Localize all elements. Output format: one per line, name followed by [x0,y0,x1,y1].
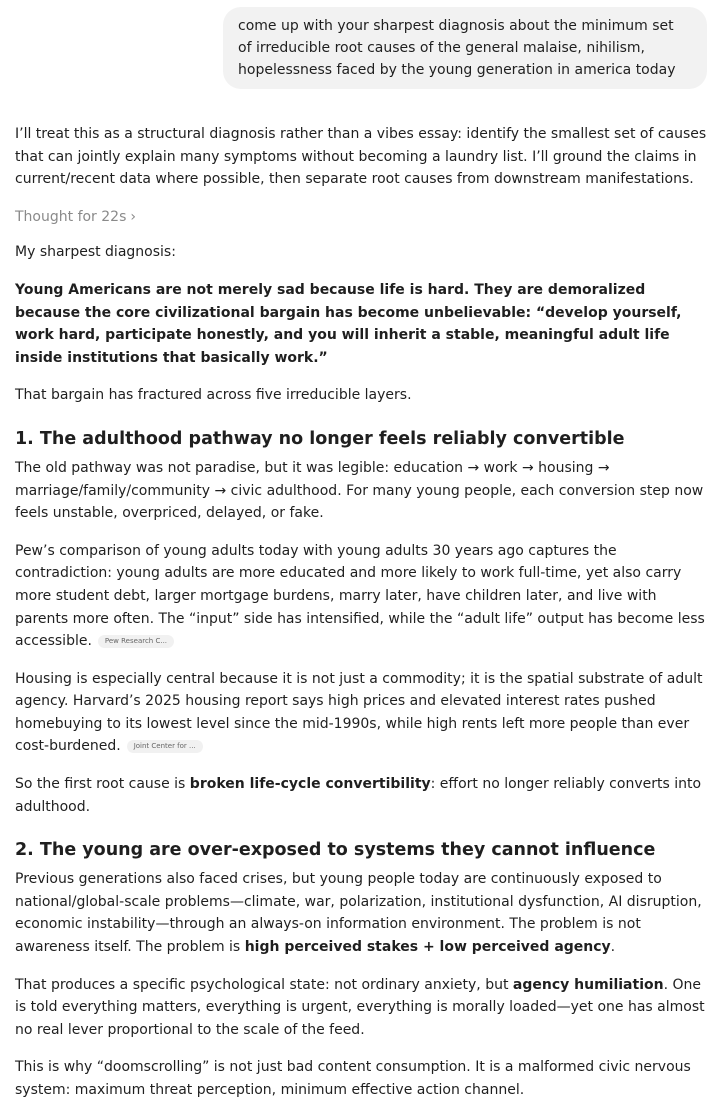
thought-toggle[interactable] [15,206,136,229]
section-2-p1-bold: high perceived stakes + low perceived agency [244,939,611,956]
section-1-paragraph-3-text: Housing is especially central because it is not just a commodity; it is the spatial substrate of adult agency. Harvard’s 2025 housing report says high prices and elevated interest rates pushed homebuying to its lowest level since the mid-1990s, while high rents left more people than ever cost-burdened. [15,670,703,755]
section-2-p2-bold: agency humiliation [512,976,664,993]
section-2-p1-pre: Previous generations also faced crises, but young people today are continuously exposed to national/global-scale problems—climate, war, polarization, institutional dysfunction, AI disruption, economic instability—through an always-on information environment. The problem is not awareness itself. The problem is [15,871,702,956]
section-1-p4-bold: broken life-cycle convertibility [189,776,431,793]
section-1-paragraph-2 [15,540,710,653]
section-2-paragraph-2 [15,974,710,1042]
thesis-text: Young Americans are not merely sad because life is hard. They are demoralized because the core civilizational bargain has become unbelievable: “develop yourself, work hard, participate honestly, and you will inherit a stable, meaningful adult life inside institutions that basically work.” [15,281,682,366]
section-2-paragraph-3: This is why “doomscrolling” is not just bad content consumption. It is a malformed civic nervous system: maximum threat perception, minimum effective action channel. [15,1059,691,1098]
section-2-p1-post: . [610,939,616,956]
assistant-response [15,123,710,1117]
response-intro: I’ll treat this as a structural diagnosis rather than a vibes essay: identify the smallest set of causes that can jointly explain many symptoms without becoming a laundry list. I’ll ground the claims in current/recent data where possible, then separate root causes from downstream manifestations. [15,126,707,188]
citation-pill-joint-center[interactable]: Joint Center for ... [127,740,203,753]
thought-label: Thought for 22s [15,208,127,225]
user-message-bubble [223,7,707,89]
user-message-text: come up with your sharpest diagnosis about the minimum set of irreducible root causes of the general malaise, nihilism, hopelessness faced by the young generation in america today [238,18,676,78]
section-1-paragraph-3 [15,668,710,758]
section-2-heading: 2. The young are over-exposed to systems they cannot influence [15,840,656,861]
section-1-heading: 1. The adulthood pathway no longer feels reliably convertible [15,428,625,449]
thesis-paragraph [15,279,710,369]
bargain-line: That bargain has fractured across five irreducible layers. [15,387,412,404]
section-1-p4-post: : effort no longer reliably converts into adulthood. [15,776,702,815]
section-2-p2-pre: That produces a specific psychological state: not ordinary anxiety, but [15,976,513,993]
chevron-right-icon: › [130,208,136,225]
diagnosis-label: My sharpest diagnosis: [15,244,176,261]
section-1-paragraph-4 [15,773,710,818]
section-1-paragraph-2-text: Pew’s comparison of young adults today with young adults 30 years ago captures the contradiction: young adults are more educated and more likely to work full-time, yet also carry more student debt, larger mortgage burdens, marry later, have children later, and live with parents more often. The “input” side has intensified, while the “adult life” output has become less accessible. [15,542,705,650]
section-2-paragraph-1 [15,868,710,958]
section-1-p4-pre: So the first root cause is [15,776,190,793]
citation-pill-pew[interactable]: Pew Research C... [98,635,174,648]
section-1-paragraph-1: The old pathway was not paradise, but it was legible: education → work → housing → marriage/family/community → civic adulthood. For many young people, each conversion step now feels unstable, overpriced, delayed, or fake. [15,459,704,522]
section-2-p2-post: . One is told everything matters, everything is urgent, everything is morally loaded—yet one has almost no real lever proportional to the scale of the feed. [15,976,705,1038]
